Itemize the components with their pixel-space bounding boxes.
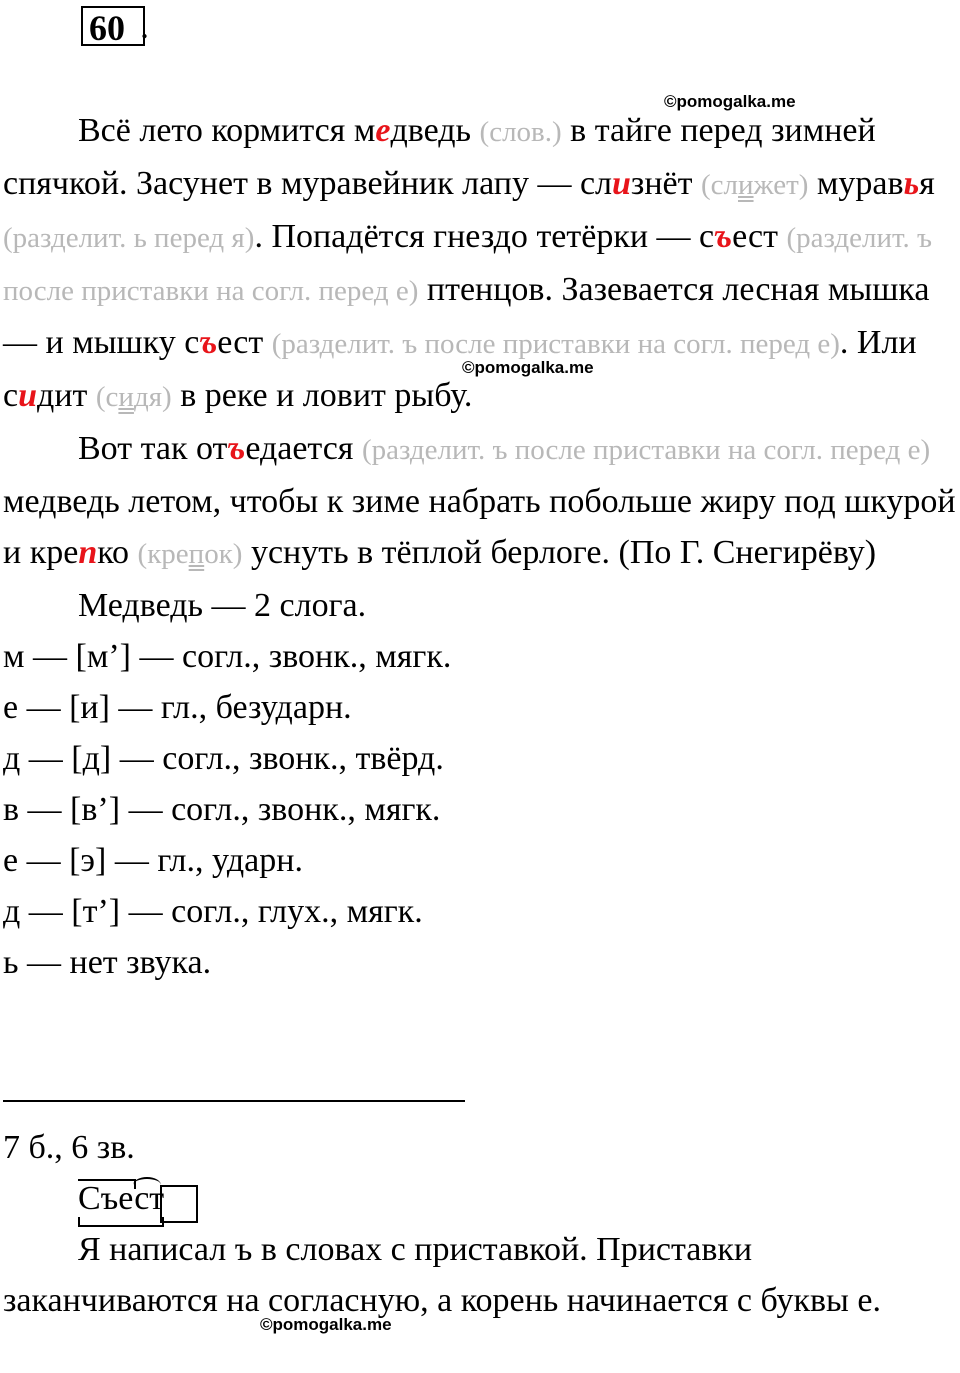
phonetic-line: д — [д] — согл., звонк., твёрд.	[3, 740, 444, 777]
hint: (сидя)	[95, 381, 172, 413]
watermark: ©pomogalka.me	[462, 358, 594, 377]
hint: (слов.)	[479, 116, 562, 148]
phonetic-line: м — [м’] — согл., звонк., мягк.	[3, 638, 452, 675]
syllable-count: Медведь — 2 слога.	[78, 587, 367, 624]
highlight-letter: п	[78, 534, 98, 571]
ending-box	[160, 1185, 198, 1223]
phonetic-line: е — [э] — гл., ударн.	[3, 842, 303, 879]
hint: (слижет)	[701, 169, 809, 201]
divider	[3, 1100, 465, 1102]
hint: (разделит. ь перед я)	[3, 222, 255, 254]
morpheme-word: Съест	[78, 1180, 165, 1217]
hint: (разделит. ъ после приставки на согл. перед е)	[3, 222, 933, 307]
phonetic-line: е — [и] — гл., безударн.	[3, 689, 352, 726]
phonetic-line: д — [т’] — согл., глух., мягк.	[3, 893, 423, 930]
exercise-number: 60	[81, 6, 145, 46]
highlight-letter: ь	[903, 165, 920, 202]
hint: (разделит. ъ после приставки на согл. перед е)	[361, 434, 931, 466]
morpheme-parse-line	[3, 1173, 958, 1224]
highlight-letter: и	[18, 377, 38, 414]
root-arc	[133, 1177, 161, 1193]
highlight-letter: ъ	[714, 218, 733, 255]
prefix-mark	[78, 1179, 136, 1189]
highlight-letter: е	[375, 112, 391, 149]
morpheme-diagram	[78, 1173, 164, 1224]
highlight-letter: и	[612, 165, 631, 202]
exercise-text	[3, 105, 958, 988]
phonetic-line: ь — нет звука.	[3, 944, 212, 981]
watermark: ©pomogalka.me	[260, 1315, 392, 1334]
hint: (разделит. ъ после приставки на согл. перед е)	[271, 328, 840, 360]
paragraph-2: Вот так отъедается (разделит. ъ после приставки на согл. перед е) медведь летом, чтобы к зиме набрать побольше жиру под шкурой и крепко (крепок) уснуть в тёплой берлоге. (По Г. Снегирёву)	[3, 430, 956, 571]
stem-bracket	[78, 1217, 164, 1227]
explanation: Я написал ъ в словах с приставкой. Приставки заканчиваются на согласную, а корень начинается с буквы е.	[3, 1231, 881, 1319]
highlight-letter: ъ	[227, 430, 246, 467]
paragraph-1: Всё лето кормится медведь (слов.) в тайге перед зимней спячкой. Засунет в муравейник лапу — слизнёт (слижет) муравья (разделит. ь перед я). Попадётся гнездо тетёрки — съест (разделит. ъ после приставки на согл. перед е) птенцов. Зазевается лесная мышка — и мышку съест (разделит. ъ после приставки на согл. перед е). Или сидит (сидя) в реке и ловит рыбу.	[3, 112, 935, 414]
hint: (крепок)	[137, 538, 243, 570]
watermark: ©pomogalka.me	[664, 92, 796, 111]
answer-section	[3, 1122, 958, 1326]
highlight-letter: ъ	[199, 324, 218, 361]
phonetic-line: в — [в’] — согл., звонк., мягк.	[3, 791, 441, 828]
exercise-number-dot: .	[140, 6, 149, 46]
letters-sounds-summary: 7 б., 6 зв.	[3, 1129, 135, 1166]
